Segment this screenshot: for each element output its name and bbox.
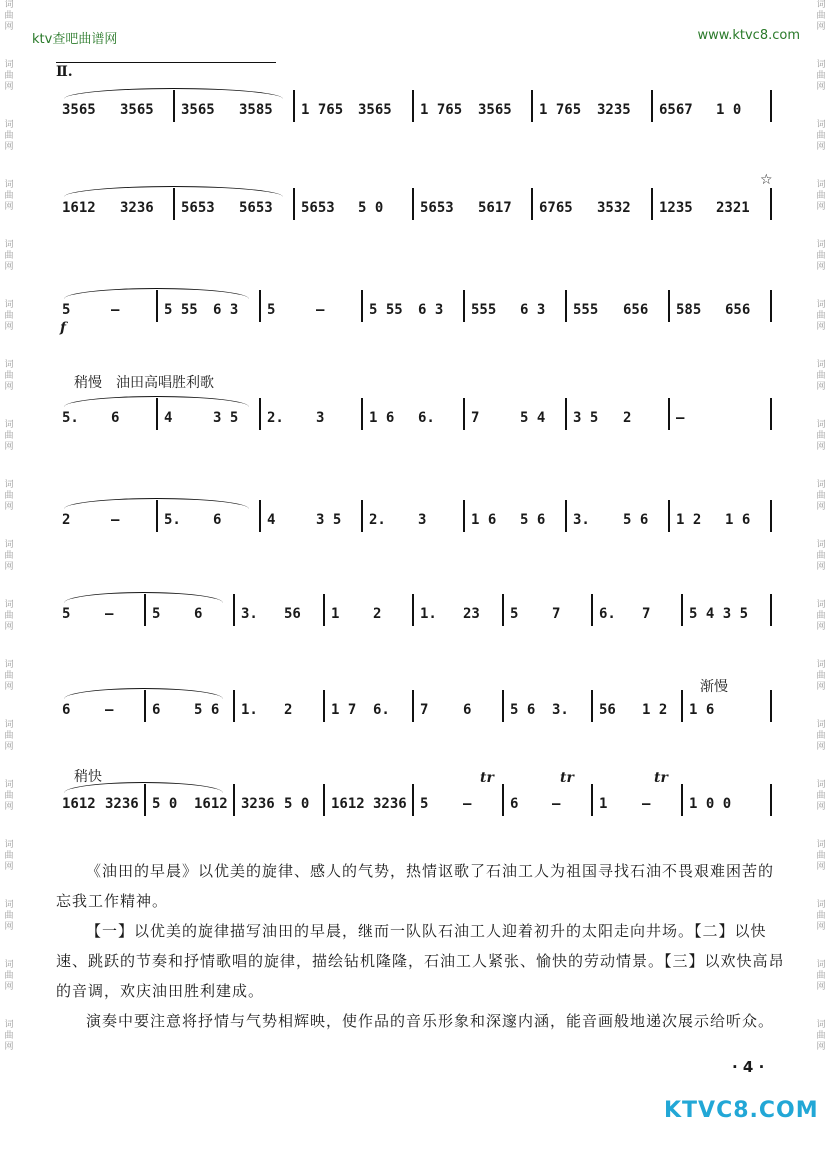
watermark-glyphs: 词 曲 网 [4,60,14,92]
barline [463,398,465,430]
watermark-glyphs: 词 曲 网 [4,180,14,212]
watermark-glyphs: 词 曲 网 [4,600,14,632]
note-group: 3565 [478,102,512,118]
slur [64,396,249,407]
note-group: – [105,606,114,622]
barline [668,500,670,532]
dynamic-forte: f [60,320,67,336]
score-row [56,688,772,728]
note-group: – [105,702,114,718]
note-group: 1 2 [676,512,702,528]
watermark-glyphs: 词 曲 网 [4,420,14,452]
watermark-glyphs: 词 曲 网 [4,480,14,512]
tempo-slightly-fast: 稍快 [74,769,102,785]
barline [463,290,465,322]
note-group: 56 [599,702,616,718]
barline [412,784,414,816]
watermark-glyphs: 词 曲 网 [816,360,826,392]
note-group: 5617 [478,200,512,216]
barline [259,290,261,322]
watermark-glyphs: 词 曲 网 [816,660,826,692]
barline [591,784,593,816]
barline [412,188,414,220]
barline [531,188,533,220]
watermark-glyphs: 词 曲 网 [816,600,826,632]
note-group: 3235 [597,102,631,118]
note-group: 3 [418,512,427,528]
note-group: 3. [573,512,590,528]
score-row [56,186,772,226]
note-group: 6 3 [418,302,444,318]
note-group: 5 4 3 5 [689,606,749,622]
note-group: 5653 [239,200,273,216]
barline [770,690,772,722]
note-group: 7 [420,702,429,718]
score-row [56,88,772,128]
note-group: 6 3 [520,302,546,318]
note-group: 555 [471,302,497,318]
barline [412,90,414,122]
watermark-column-right [814,0,828,1080]
star-mark: ☆ [760,172,773,188]
watermark-glyphs: 词 曲 网 [4,960,14,992]
watermark-glyphs: 词 曲 网 [816,240,826,272]
watermark-glyphs: 词 曲 网 [4,540,14,572]
note-group: 2. [369,512,386,528]
note-group: 5. [164,512,181,528]
watermark-column-left [2,0,16,1080]
note-group: 1 [331,606,340,622]
barline [565,290,567,322]
barline [565,398,567,430]
note-group: 6 [510,796,519,812]
slur [64,186,283,197]
watermark-glyphs: 词 曲 网 [4,1020,14,1052]
slur [64,498,249,509]
watermark-glyphs: 词 曲 网 [4,240,14,272]
site-url-right[interactable]: www.ktvc8.com [697,28,800,43]
note-group: 5653 [181,200,215,216]
note-group: 1 6 [369,410,395,426]
barline [502,690,504,722]
note-group: 3236 [105,796,139,812]
note-group: 1 [599,796,608,812]
watermark-glyphs: 词 曲 网 [816,180,826,212]
slur [64,288,249,299]
barline [361,500,363,532]
note-group: 5 6 [623,512,649,528]
note-group: 5 [510,606,519,622]
description-paragraph-1: 《油田的早晨》以优美的旋律、感人的气势，热情讴歌了石油工人为祖国寻找石油不畏艰难困苦的忘我工作精神。 [56,862,775,910]
score-row [56,396,772,436]
tempo-slow-title: 稍慢 油田高唱胜利歌 [74,375,214,391]
note-group: 5 0 [358,200,384,216]
note-group: 3. [552,702,569,718]
watermark-glyphs: 词 曲 网 [816,1020,826,1052]
section-rule [56,62,276,63]
note-group: 1612 [62,796,96,812]
barline [293,188,295,220]
note-group: 5 [152,606,161,622]
note-group: 5653 [420,200,454,216]
note-group: 6 [111,410,120,426]
barline [651,90,653,122]
note-group: 6 [152,702,161,718]
note-group: 6 [213,512,222,528]
barline [681,594,683,626]
barline [259,398,261,430]
watermark-glyphs: 词 曲 网 [816,420,826,452]
note-group: 5 55 [164,302,198,318]
barline [770,594,772,626]
barline [502,784,504,816]
watermark-glyphs: 词 曲 网 [4,720,14,752]
trill-mark-1: tr [480,770,494,786]
barline [591,594,593,626]
note-group: 2 [284,702,293,718]
note-group: 1 6 [689,702,715,718]
barline [770,398,772,430]
score-row [56,782,772,822]
watermark-glyphs: 词 曲 网 [816,840,826,872]
barline [668,290,670,322]
note-group: 1 2 [642,702,668,718]
note-group: – [463,796,472,812]
watermark-glyphs: 词 曲 网 [4,660,14,692]
note-group: 2 [623,410,632,426]
note-group: 5 [62,606,71,622]
note-group: 2 [373,606,382,622]
score-row [56,498,772,538]
note-group: 6765 [539,200,573,216]
barline [233,784,235,816]
note-group: – [111,512,120,528]
barline [770,500,772,532]
note-group: 585 [676,302,702,318]
note-group: 3 5 [213,410,239,426]
watermark-glyphs: 词 曲 网 [816,120,826,152]
note-group: 3565 [358,102,392,118]
note-group: 6 3 [213,302,239,318]
barline [233,690,235,722]
section-mark: Ⅱ. [56,64,73,80]
note-group: 555 [573,302,599,318]
barline [770,784,772,816]
barline [668,398,670,430]
barline [651,188,653,220]
note-group: 5 6 [510,702,536,718]
note-group: 1 7 [331,702,357,718]
note-group: 656 [623,302,649,318]
note-group: – [676,410,685,426]
barline [770,90,772,122]
barline [361,398,363,430]
watermark-glyphs: 词 曲 网 [4,300,14,332]
note-group: 3565 [120,102,154,118]
note-group: 5 55 [369,302,403,318]
note-group: 3236 [241,796,275,812]
note-group: 1612 [62,200,96,216]
note-group: 3236 [120,200,154,216]
note-group: 2. [267,410,284,426]
site-name-left: ktv查吧曲谱网 [32,32,118,47]
trill-mark-2: tr [560,770,574,786]
watermark-glyphs: 词 曲 网 [816,780,826,812]
note-group: 5 [420,796,429,812]
watermark-glyphs: 词 曲 网 [4,900,14,932]
note-group: 1 6 [725,512,751,528]
trill-mark-3: tr [654,770,668,786]
watermark-glyphs: 词 曲 网 [4,360,14,392]
note-group: 1 6 [471,512,497,528]
note-group: 6 [194,606,203,622]
note-group: 5653 [301,200,335,216]
score-row [56,592,772,632]
watermark-glyphs: 词 曲 网 [816,480,826,512]
watermark-glyphs: 词 曲 网 [816,720,826,752]
note-group: 2321 [716,200,750,216]
note-group: 5 4 [520,410,546,426]
note-group: 5. [62,410,79,426]
note-group: – [316,302,325,318]
watermark-glyphs: 词 曲 网 [4,840,14,872]
note-group: 23 [463,606,480,622]
note-group: 3 5 [573,410,599,426]
barline [531,90,533,122]
note-group: 6 [463,702,472,718]
watermark-glyphs: 词 曲 网 [816,900,826,932]
tempo-gradual-slow: 渐慢 [700,679,728,695]
barline [502,594,504,626]
note-group: 3565 [62,102,96,118]
note-group: 3. [241,606,258,622]
barline [770,290,772,322]
watermark-glyphs: 词 曲 网 [816,540,826,572]
slur [64,88,283,99]
barline [463,500,465,532]
watermark-glyphs: 词 曲 网 [816,300,826,332]
note-group: 1612 [194,796,228,812]
note-group: 3 5 [316,512,342,528]
note-group: 5 6 [520,512,546,528]
barline [323,784,325,816]
note-group: 5 [267,302,276,318]
note-group: 6 [62,702,71,718]
site-logo: KTVC8.COM [664,1098,819,1123]
description-paragraph-2: 【一】以优美的旋律描写油田的早晨，继而一队队石油工人迎着初升的太阳走向井场。【二】以快速、跳跃的节奏和抒情歌唱的旋律，描绘钻机隆隆，石油工人紧张、愉快的劳动情景。【三】以欢快高昂的音调，欢庆油田胜利建成。 [56,922,785,1000]
note-group: 3236 [373,796,407,812]
barline [412,690,414,722]
barline [293,90,295,122]
barline [259,500,261,532]
note-group: 5 [62,302,71,318]
barline [233,594,235,626]
slur [64,688,223,699]
barline [681,690,683,722]
note-group: 6567 [659,102,693,118]
note-group: 1612 [331,796,365,812]
note-group: 4 [164,410,173,426]
note-group: 2 [62,512,71,528]
note-group: 6. [373,702,390,718]
watermark-glyphs: 词 曲 网 [4,120,14,152]
score-row [56,288,772,328]
barline [412,594,414,626]
note-group: 5 6 [194,702,220,718]
barline [565,500,567,532]
note-group: 1 765 [420,102,463,118]
watermark-glyphs: 词 曲 网 [4,780,14,812]
note-group: 656 [725,302,751,318]
page-number: · 4 · [732,1058,765,1076]
note-group: 7 [642,606,651,622]
note-group: 6. [599,606,616,622]
note-group: 5 0 [284,796,310,812]
note-group: 3565 [181,102,215,118]
note-group: 4 [267,512,276,528]
description-paragraph-3: 演奏中要注意将抒情与气势相辉映，使作品的音乐形象和深邃内涵，能音画般地递次展示给听众。 [86,1012,775,1030]
barline [681,784,683,816]
note-group: – [642,796,651,812]
barline [770,188,772,220]
watermark-glyphs: 词 曲 网 [4,0,14,32]
slur [64,592,223,603]
note-group: 1. [420,606,437,622]
watermark-glyphs: 词 曲 网 [816,0,826,32]
note-group: 6. [418,410,435,426]
note-group: 1 0 0 [689,796,732,812]
note-group: 5 0 [152,796,178,812]
note-group: 3532 [597,200,631,216]
barline [361,290,363,322]
note-group: 1 765 [539,102,582,118]
barline [323,594,325,626]
watermark-glyphs: 词 曲 网 [816,960,826,992]
note-group: 3585 [239,102,273,118]
note-group: 1. [241,702,258,718]
note-group: 56 [284,606,301,622]
note-group: 7 [552,606,561,622]
barline [323,690,325,722]
note-group: 3 [316,410,325,426]
watermark-glyphs: 词 曲 网 [816,60,826,92]
note-group: – [552,796,561,812]
note-group: 1 0 [716,102,742,118]
note-group: 7 [471,410,480,426]
barline [591,690,593,722]
note-group: 1 765 [301,102,344,118]
note-group: 1235 [659,200,693,216]
note-group: – [111,302,120,318]
